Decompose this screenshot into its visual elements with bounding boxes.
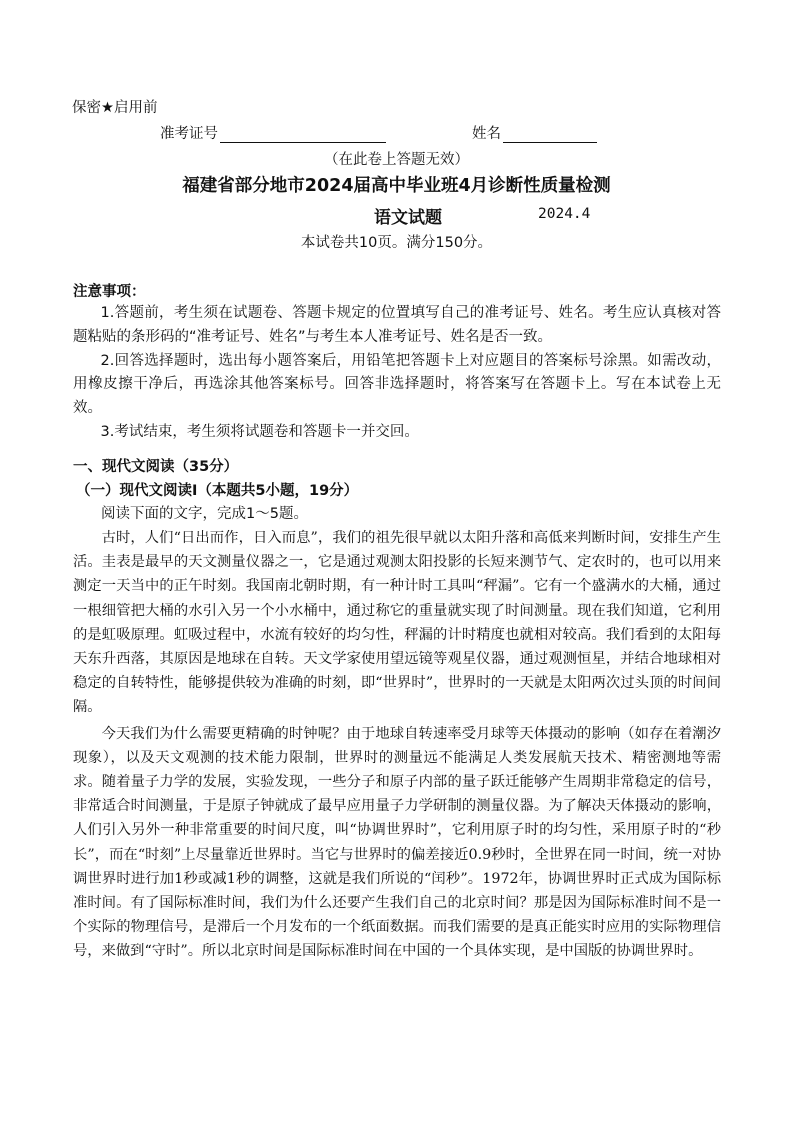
exam-id-blank — [220, 126, 386, 143]
invalid-note: （在此卷上答题无效） — [324, 152, 469, 168]
subsection-heading: （一）现代文阅读Ⅰ（本题共5小题，19分） — [76, 483, 359, 499]
subject-title: 语文试题 — [374, 208, 442, 228]
exam-date: 2024.4 — [538, 206, 591, 222]
exam-title: 福建省部分地市2024届高中毕业班4月诊断性质量检测 — [182, 176, 611, 196]
exam-id-label: 准考证号 — [160, 126, 218, 142]
section-heading: 一、现代文阅读（35分） — [73, 459, 239, 475]
notes-heading: 注意事项： — [73, 284, 146, 300]
note-item: 1.答题前，考生须在试题卷、答题卡规定的位置填写自己的准考证号、姓名。考生应认真核对答题粘贴的条形码的“准考证号、姓名”与考生本人准考证号、姓名是否一致。 — [73, 305, 721, 345]
note-item: 2.回答选择题时，选出每小题答案后，用铅笔把答题卡上对应题目的答案标号涂黑。如需改动，用橡皮擦干净后，再选涂其他答案标号。回答非选择题时，将答案写在答题卡上。写在本试卷上无效。 — [73, 352, 721, 417]
note-item: 3.考试结束，考生须将试题卷和答题卡一并交回。 — [100, 423, 419, 440]
name-blank — [503, 126, 597, 143]
passage-paragraph: 古时，人们“日出而作，日入而息”，我们的祖先很早就以太阳升落和高低来判断时间，安排生产生活。圭表是最早的天文测量仪器之一，它是通过观测太阳投影的长短来测节气、定农时的，也可以用来测定一天当中的正午时刻。我国南北朝时期，有一种计时工具叫“秤漏”。它有一个盛满水的大桶，通过一根细管把大桶的水引入另一个小水桶中，通过称它的重量就实现了时间测量。现在我们知道，它利用的是虹吸原理。虹吸过程中，水流有较好的均匀性，秤漏的计时精度也就相对较高。我们看到的太阳每天东升西落，其原因是地球在自转。天文学家使用望远镜等观星仪器，通过观测恒星，并结合地球相对稳定的自转特性，能够提供较为准确的时刻，即“世界时”，世界时的一天就是太阳两次过头顶的时间间隔。 — [73, 530, 721, 716]
reading-passage — [73, 526, 721, 964]
name-label: 姓名 — [472, 126, 501, 142]
confidential-label: 保密★启用前 — [72, 100, 158, 116]
reading-instruction: 阅读下面的文字，完成1～5题。 — [101, 506, 308, 522]
name-field — [472, 122, 597, 143]
notes-list — [73, 302, 721, 445]
exam-id-field — [160, 122, 386, 143]
passage-paragraph: 今天我们为什么需要更精确的时钟呢？由于地球自转速率受月球等天体摄动的影响（如存在着潮汐现象），以及天文观测的技术能力限制，世界时的测量远不能满足人类发展航天技术、精密测地等需求。随着量子力学的发展，实验发现，一些分子和原子内部的量子跃迁能够产生周期非常稳定的信号，非常适合时间测量，于是原子钟就成了最早应用量子力学研制的测量仪器。为了解决天体摄动的影响，人们引入另外一种非常重要的时间尺度，叫“协调世界时”，它利用原子时的均匀性，采用原子时的“秒长”，而在“时刻”上尽量靠近世界时。当它与世界时的偏差接近0.9秒时，全世界在同一时间，统一对协调世界时进行加1秒或减1秒的调整，这就是我们所说的“闰秒”。1972年，协调世界时正式成为国际标准时间。有了国际标准时间，我们为什么还要产生我们自己的北京时间？那是因为国际标准时间不是一个实际的物理信号，是滞后一个月发布的一个纸面数据。而我们需要的是真正能实时应用的实际物理信号，来做到“守时”。所以北京时间是国际标准时间在中国的一个具体实现，是中国版的协调世界时。 — [73, 725, 721, 960]
exam-meta: 本试卷共10页。满分150分。 — [300, 235, 493, 251]
